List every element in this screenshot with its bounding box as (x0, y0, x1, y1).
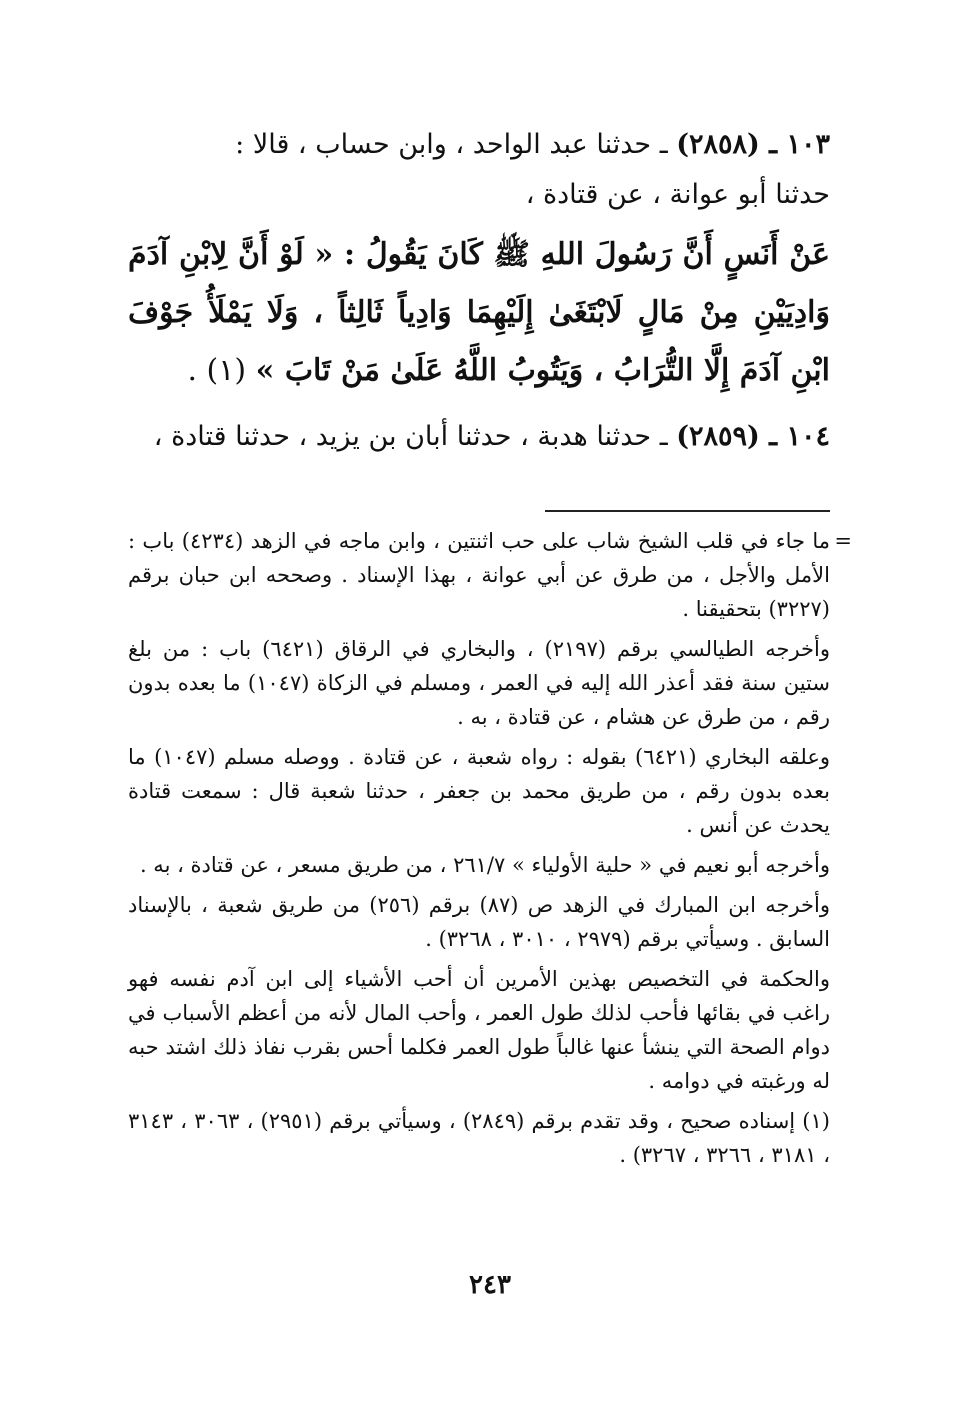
footnote-separator (545, 510, 830, 512)
footnote-paragraph: وأخرجه أبو نعيم في « حلية الأولياء » ٢٦١/٧ ، من طريق مسعر ، عن قتادة ، به . (139, 853, 830, 877)
footnotes (128, 524, 852, 1178)
hadith-103-matn (128, 226, 830, 400)
continuation-mark: = (834, 529, 852, 553)
hadith-103-isnad (128, 120, 830, 170)
hadith-103-isnad-line1: ـ حدثنا عبد الواحد ، وابن حساب ، قالا : (235, 129, 677, 160)
footnote-reference: (١) . (187, 353, 256, 388)
hadith-103-number: ١٠٣ ـ (٢٨٥٨) (676, 129, 830, 160)
hadith-104-isnad (128, 412, 830, 462)
hadith-103-isnad-line2: حدثنا أبو عوانة ، عن قتادة ، (525, 179, 830, 210)
footnote-1: (١) إسناده صحيح ، وقد تقدم برقم (٢٨٤٩) ، وسيأتي برقم (٢٩٥١) ، ٣٠٦٣ ، ٣١٤٣ ، ٣١٨١ ، ٣٢٦٦ ، ٣٢٦٧) . (128, 1109, 830, 1167)
hadith-104-number: ١٠٤ ـ (٢٨٥٩) (676, 421, 830, 452)
page-number: ٢٤٣ (469, 1270, 511, 1300)
footnote-paragraph: وأخرجه ابن المبارك في الزهد ص (٨٧) برقم (٢٥٦) من طريق شعبة ، بالإسناد السابق . وسيأتي برقم (٢٩٧٩ ، ٣٠١٠ ، ٣٢٦٨) . (128, 893, 830, 951)
main-text (128, 120, 830, 462)
footnote-paragraph-text: ما جاء في قلب الشيخ شاب على حب اثنتين ، وابن ماجه في الزهد (٤٢٣٤) باب : الأمل والأجل ، من طرق عن أبي عوانة ، بهذا الإسناد . وصححه ابن حبان برقم (٣٢٢٧) بتحقيقنا . (128, 529, 830, 621)
footnote-paragraph: والحكمة في التخصيص بهذين الأمرين أن أحب الأشياء إلى ابن آدم نفسه فهو راغب في بقائها فأحب لذلك طول العمر ، وأحب المال لأنه من أعظم الأسباب في دوام الصحة التي ينشأ عنها غالباً طول العمر فكلما أحس بقرب نفاذ ذلك اشتد حبه له ورغبته في دوامه . (128, 967, 830, 1093)
footnote-paragraph: وأخرجه الطيالسي برقم (٢١٩٧) ، والبخاري في الرقاق (٦٤٢١) باب : من بلغ ستين سنة فقد أعذر الله إليه في العمر ، ومسلم في الزكاة (١٠٤٧) ما بعده بدون رقم ، من طرق عن هشام ، عن قتادة ، به . (128, 637, 830, 729)
hadith-104-isnad-text: ـ حدثنا هدبة ، حدثنا أبان بن يزيد ، حدثنا قتادة ، (153, 421, 677, 452)
hadith-103-matn-text: « لَوْ أَنَّ لِابْنِ آدَمَ وَادِيَيْنِ مِنْ مَالٍ لَابْتَغَىٰ إِلَيْهِمَا وَادِياً ثَالِثاً ، وَلَا يَمْلَأُ جَوْفَ ابْنِ آدَمَ إِلَّا التُّرَابُ ، وَيَتُوبُ اللَّهُ عَلَىٰ مَنْ تَابَ » (128, 237, 830, 388)
footnote-paragraph: وعلقه البخاري (٦٤٢١) بقوله : رواه شعبة ، عن قتادة . ووصله مسلم (١٠٤٧) ما بعده بدون رقم ، من طريق محمد بن جعفر ، حدثنا شعبة قال : سمعت قتادة يحدث عن أنس . (128, 745, 831, 837)
hadith-103-matn-intro: عَنْ أَنَسٍ أَنَّ رَسُولَ اللهِ ﷺ كَانَ يَقُولُ : (333, 237, 830, 272)
footnote-paragraph (128, 524, 852, 626)
